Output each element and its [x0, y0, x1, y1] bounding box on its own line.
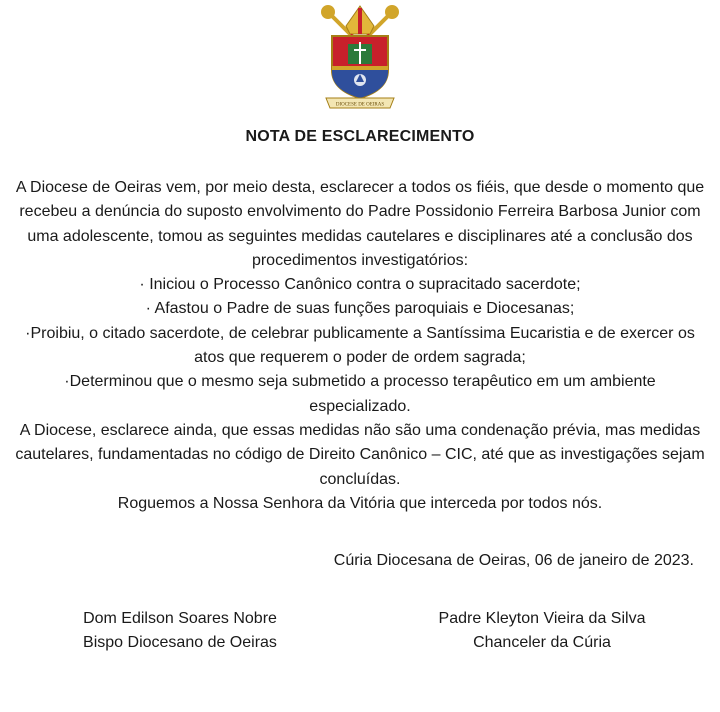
signature-name: Dom Edilson Soares Nobre	[83, 610, 277, 627]
measure-3: ·Proibiu, o citado sacerdote, de celebrar publicamente a Santíssima Eucaristia e de exercer os atos que requerem o poder de ordem sagrada;	[25, 324, 695, 367]
paragraph-closing: Roguemos a Nossa Senhora da Vitória que interceda por todos nós.	[117, 494, 603, 512]
signature-name: Padre Kleyton Vieira da Silva	[438, 610, 646, 627]
ribbon-text: DIOCESE DE OEIRAS	[335, 102, 385, 108]
signature-block-bishop	[50, 607, 310, 655]
ribbon	[326, 98, 394, 108]
paragraph-clarification: A Diocese, esclarece ainda, que essas medidas não são uma condenação prévia, mas medidas cautelares, fundamentadas no código de Direito Canônico – CIC, até que as investigações sejam concluídas.	[15, 421, 705, 488]
shield-icon	[332, 36, 388, 98]
date-line: Cúria Diocesana de Oeiras, 06 de janeiro de 2023.	[333, 552, 694, 569]
document-title: NOTA DE ESCLARECIMENTO	[245, 128, 475, 145]
signature-block-chancellor	[410, 607, 674, 655]
signature-role: Chanceler da Cúria	[473, 634, 611, 651]
measure-1: · Iniciou o Processo Canônico contra o supracitado sacerdote;	[139, 276, 581, 294]
diocese-crest	[318, 4, 402, 110]
signature-role: Bispo Diocesano de Oeiras	[83, 634, 277, 651]
document-body	[14, 176, 706, 516]
paragraph-intro: A Diocese de Oeiras vem, por meio desta, esclarecer a todos os fiéis, que desde o momento que recebeu a denúncia do suposto envolvimento do Padre Possidonio Ferreira Barbosa Junior com uma adolescente, tomou as seguintes medidas cautelares e disciplinares até a conclusão dos procedimentos investigatórios:	[15, 179, 705, 269]
measure-2: · Afastou o Padre de suas funções paroquiais e Diocesanas;	[145, 300, 575, 318]
measure-4: ·Determinou que o mesmo seja submetido a processo terapêutico em um ambiente especializado.	[64, 373, 656, 415]
